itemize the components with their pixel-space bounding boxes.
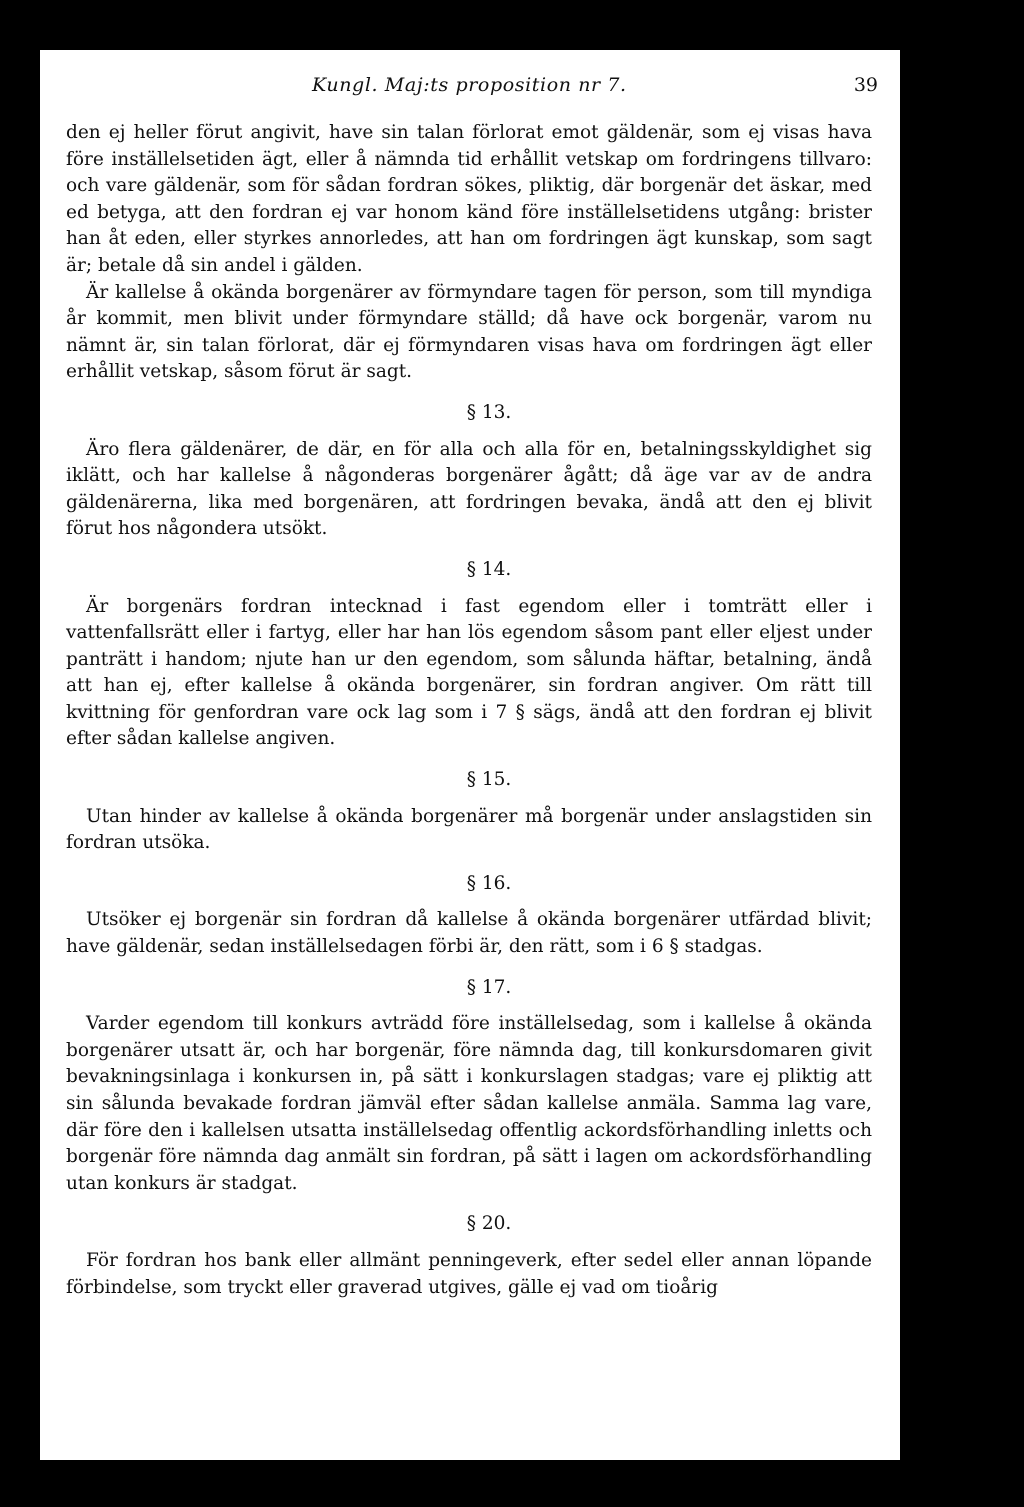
- section-15-heading: § 15.: [466, 769, 512, 791]
- document-page: [40, 50, 900, 1460]
- page-header: [40, 74, 900, 102]
- section-20-heading: § 20.: [466, 1213, 512, 1235]
- section-17-text: Varder egendom till konkurs avträdd före inställelsedag, som i kallelse å okända borgenärer utsatt är, och har borgenär, före nämnda dag, till konkursdomaren givit bevakningsinlaga i konkursen in, på sätt i konkurslagen stadgas; vare ej pliktig att sin sålunda bevakade fordran jämväl efter sådan kallelse anmäla. Samma lag vare, där före den i kallelsen utsatta inställelsedag offentlig ackordsförhandling inletts och borgenär före nämnda dag anmält sin fordran, på sätt i lagen om ackordsförhandling utan konkurs är stadgat.: [66, 1013, 872, 1194]
- section-16-text: Utsöker ej borgenär sin fordran då kallelse å okända borgenärer utfärdad blivit; have gäldenär, sedan inställelsedagen förbi är, den rätt, som i 6 § stadgas.: [66, 909, 872, 958]
- page-number: 39: [853, 74, 878, 96]
- section-13-heading: § 13.: [466, 401, 512, 423]
- section-15-text: Utan hinder av kallelse å okända borgenärer må borgenär under anslagstiden sin fordran utsöka.: [66, 805, 872, 854]
- body-text: [66, 120, 872, 1301]
- section-14-text: Är borgenärs fordran intecknad i fast egendom eller i tomträtt eller i vattenfallsrätt eller i fartyg, eller har han lös egendom såsom pant eller eljest under panträtt i handom; njute han ur den egendom, som sålunda häftar, betalning, ändå att han ej, efter kallelse å okända borgenärer, sin fordran angiver. Om rätt till kvittning för genfordran vare ock lag som i 7 § sägs, ändå att den fordran ej blivit efter sådan kallelse angiven.: [66, 595, 872, 750]
- running-title: Kungl. Maj:ts proposition nr 7.: [312, 74, 627, 96]
- paragraph-continuation: den ej heller förut angivit, have sin talan förlorat emot gäldenär, som ej visas hava före inställelsetiden ägt, eller å nämnda tid erhållit vetskap om fordringens tillvaro: och vare gäldenär, som för sådan fordran sökes, pliktig, där borgenär det äskar, med ed betyga, att den fordran ej var honom känd före inställelsetidens utgång: brister han åt eden, eller styrkes annorledes, att han om fordringen ägt kunskap, som sagt är; betale då sin andel i gälden.: [66, 122, 872, 276]
- section-16-heading: § 16.: [466, 872, 512, 894]
- section-13-text: Äro flera gäldenärer, de där, en för alla och alla för en, betalningsskyldighet sig iklätt, och har kallelse å någonderas borgenärer ågått; då äge var av de andra gäldenärerna, lika med borgenären, att fordringen bevaka, ändå att den ej blivit förut hos någondera utsökt.: [66, 438, 872, 540]
- section-14-heading: § 14.: [466, 558, 512, 580]
- section-20-text: För fordran hos bank eller allmänt penningeverk, efter sedel eller annan löpande förbindelse, som tryckt eller graverad utgives, gälle ej vad om tioårig: [66, 1249, 872, 1298]
- paragraph-guardian: Är kallelse å okända borgenärer av förmyndare tagen för person, som till myndiga år kommit, men blivit under förmyndare ställd; då have ock borgenär, varom nu nämnt är, sin talan förlorat, där ej förmyndaren visas hava om fordringen ägt eller erhållit vetskap, såsom förut är sagt.: [66, 281, 872, 383]
- section-17-heading: § 17.: [466, 976, 512, 998]
